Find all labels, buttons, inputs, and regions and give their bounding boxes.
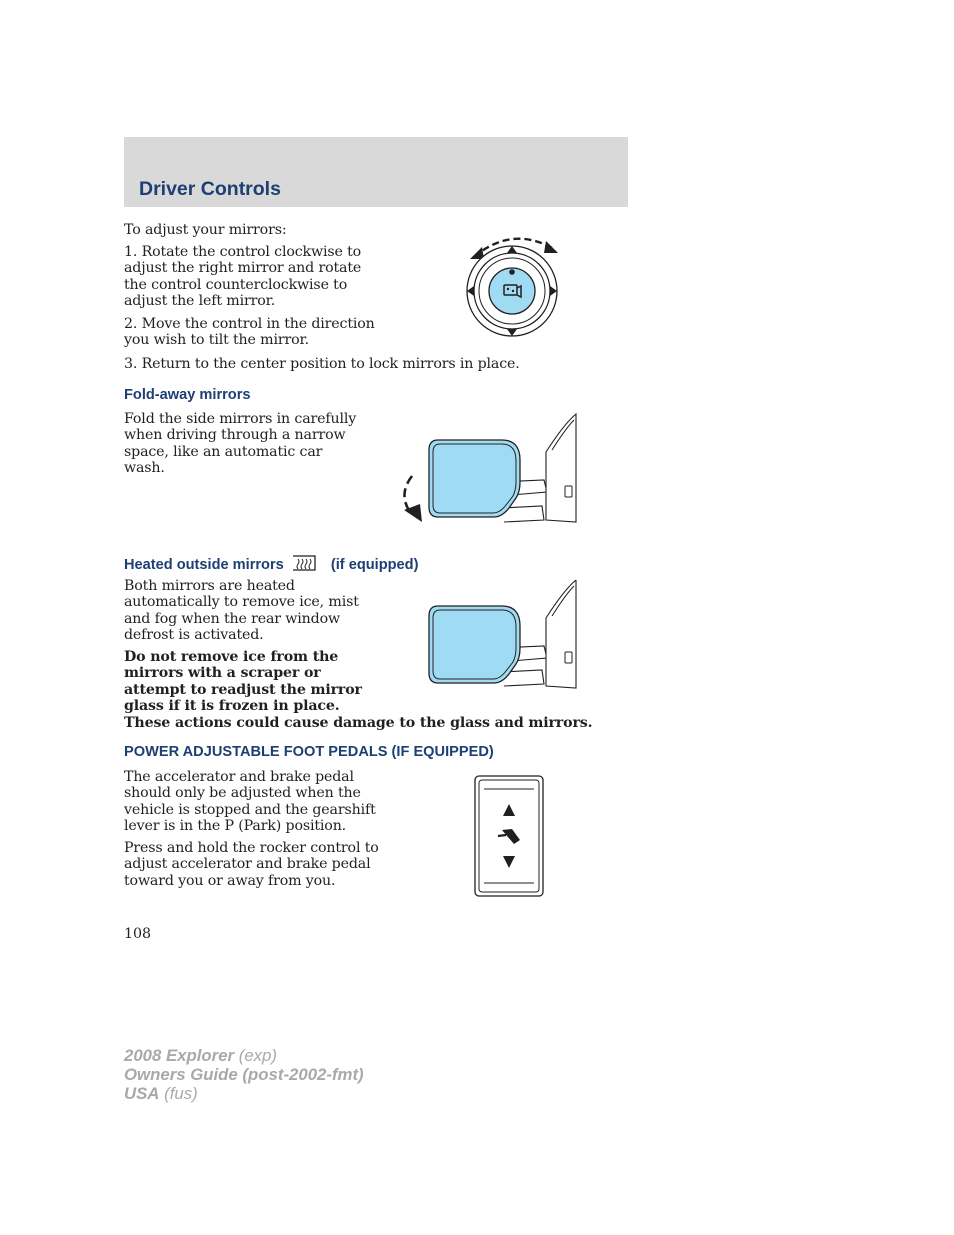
footer-guide: Owners Guide (post-2002-fmt) xyxy=(124,1064,364,1084)
rear-defrost-icon xyxy=(291,553,317,573)
heated-mirrors-heading-suffix: (if equipped) xyxy=(330,557,419,573)
section-header-band xyxy=(124,137,628,207)
heated-mirrors-heading xyxy=(124,553,418,573)
mirror-adjust-intro: To adjust your mirrors: xyxy=(124,222,287,238)
footer-market: USA xyxy=(124,1083,160,1103)
heated-mirrors-body: Both mirrors are heated automatically to remove ice, mist and fog when the rear window defrost is activated. xyxy=(124,578,359,643)
mirror-adjust-step-1: 1. Rotate the control clockwise to adjust the right mirror and rotate the control counterclockwise to adjust the left mirror. xyxy=(124,244,362,309)
foot-pedals-heading: POWER ADJUSTABLE FOOT PEDALS (IF EQUIPPED) xyxy=(124,744,494,760)
footer-market-code: (fus) xyxy=(164,1083,198,1103)
pedal-rocker-switch-illustration xyxy=(474,775,546,899)
footer-model-code: (exp) xyxy=(238,1046,277,1065)
fold-away-heading: Fold-away mirrors xyxy=(124,387,251,403)
page-number: 108 xyxy=(124,926,152,942)
heated-mirror-illustration xyxy=(420,580,580,692)
foot-pedals-body-1: The accelerator and brake pedal should only be adjusted when the vehicle is stopped and the gearshift lever is in the P (Park) position. xyxy=(124,769,376,834)
heated-mirrors-warning: Do not remove ice from the mirrors with a scraper or attempt to readjust the mirror glass if it is frozen in place. xyxy=(124,649,362,714)
document-footer xyxy=(124,1047,364,1103)
heated-mirrors-heading-text: Heated outside mirrors xyxy=(124,557,284,573)
fold-away-mirror-illustration xyxy=(396,412,580,528)
mirror-control-knob-illustration xyxy=(462,225,566,337)
foot-pedals-body-2: Press and hold the rocker control to adjust accelerator and brake pedal toward you or away from you. xyxy=(124,840,379,889)
rotate-right-arrow-icon xyxy=(544,241,558,253)
section-title: Driver Controls xyxy=(139,178,281,200)
mirror-adjust-step-3: 3. Return to the center position to lock mirrors in place. xyxy=(124,356,520,372)
fold-away-body: Fold the side mirrors in carefully when driving through a narrow space, like an automatic car wash. xyxy=(124,411,357,476)
footer-model: 2008 Explorer xyxy=(124,1046,235,1065)
heated-mirrors-warning-continued: These actions could cause damage to the glass and mirrors. xyxy=(124,715,593,731)
mirror-adjust-step-2: 2. Move the control in the direction you wish to tilt the mirror. xyxy=(124,316,375,349)
